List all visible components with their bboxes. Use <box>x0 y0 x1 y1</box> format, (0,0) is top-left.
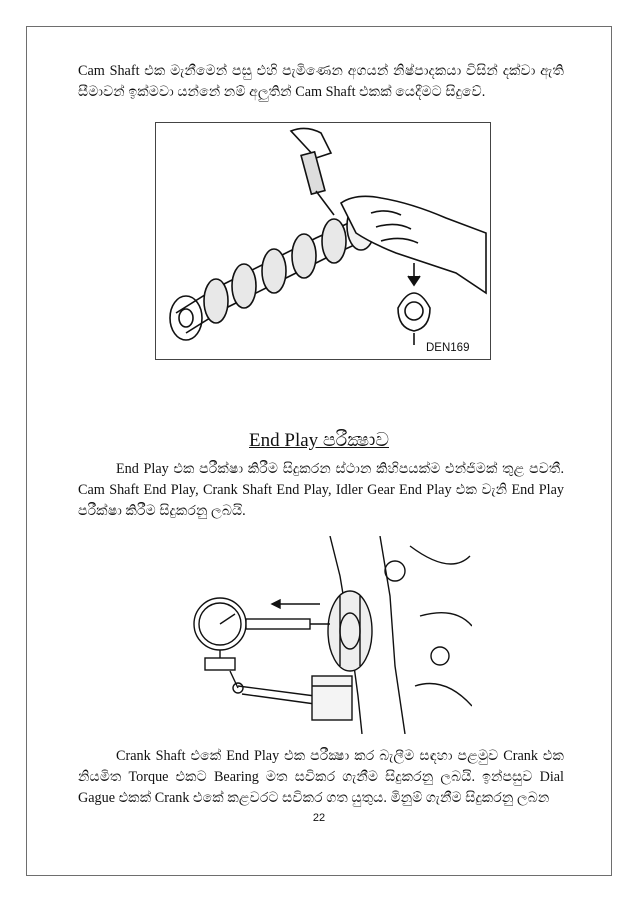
figure-camshaft <box>155 122 491 360</box>
page-number: 22 <box>312 812 326 824</box>
paragraph-end-play <box>78 459 564 522</box>
figure1-label: DEN169 <box>426 342 470 354</box>
camshaft-illustration <box>156 123 490 359</box>
dial-gauge-illustration <box>180 536 472 734</box>
figure-crankshaft-end-play <box>180 536 472 734</box>
paragraph-crank-end-play <box>78 746 564 809</box>
paragraph-end-play-text: End Play එක පරීක්ෂා කිරීම සිදුකරන ස්ථාන කිහිපයක්ම එන්ජිමක් තුළ පවතී. Cam Shaft End Play, Crank Shaft End Play, Idler Gear End Play එක වැනි End Play පරීක්ෂා කිරීම සිදුකරනු ලබයි. <box>78 461 564 519</box>
paragraph-crank-end-play-text: Crank Shaft එකේ End Play එක පරීක්‍ෂා කර බැලීම සඳහා පළමුව Crank එක නියමිත Torque එකට Bearing මත සවිකර ගැනීම සිදුකරනු ලබයි. ඉන්පසුව Dial Gague එකක් Crank එකේ කළවරට සවිකර ගත යුතුය. මිනුම් ගැනීම සිදුකරනු ලබන <box>78 748 564 806</box>
paragraph-intro: Cam Shaft එක මැනීමෙන් පසු එහි පැමිණෙන අගයන් නිෂ්පාදකයා විසින් දක්වා ඇති සීමාවන් ඉක්මවා යන්නේ නම් අලුතින් Cam Shaft එකක් යෙදීමට සිදුවේ. <box>78 63 564 100</box>
section-heading: End Play පරීක්‍ෂාව <box>249 430 389 451</box>
